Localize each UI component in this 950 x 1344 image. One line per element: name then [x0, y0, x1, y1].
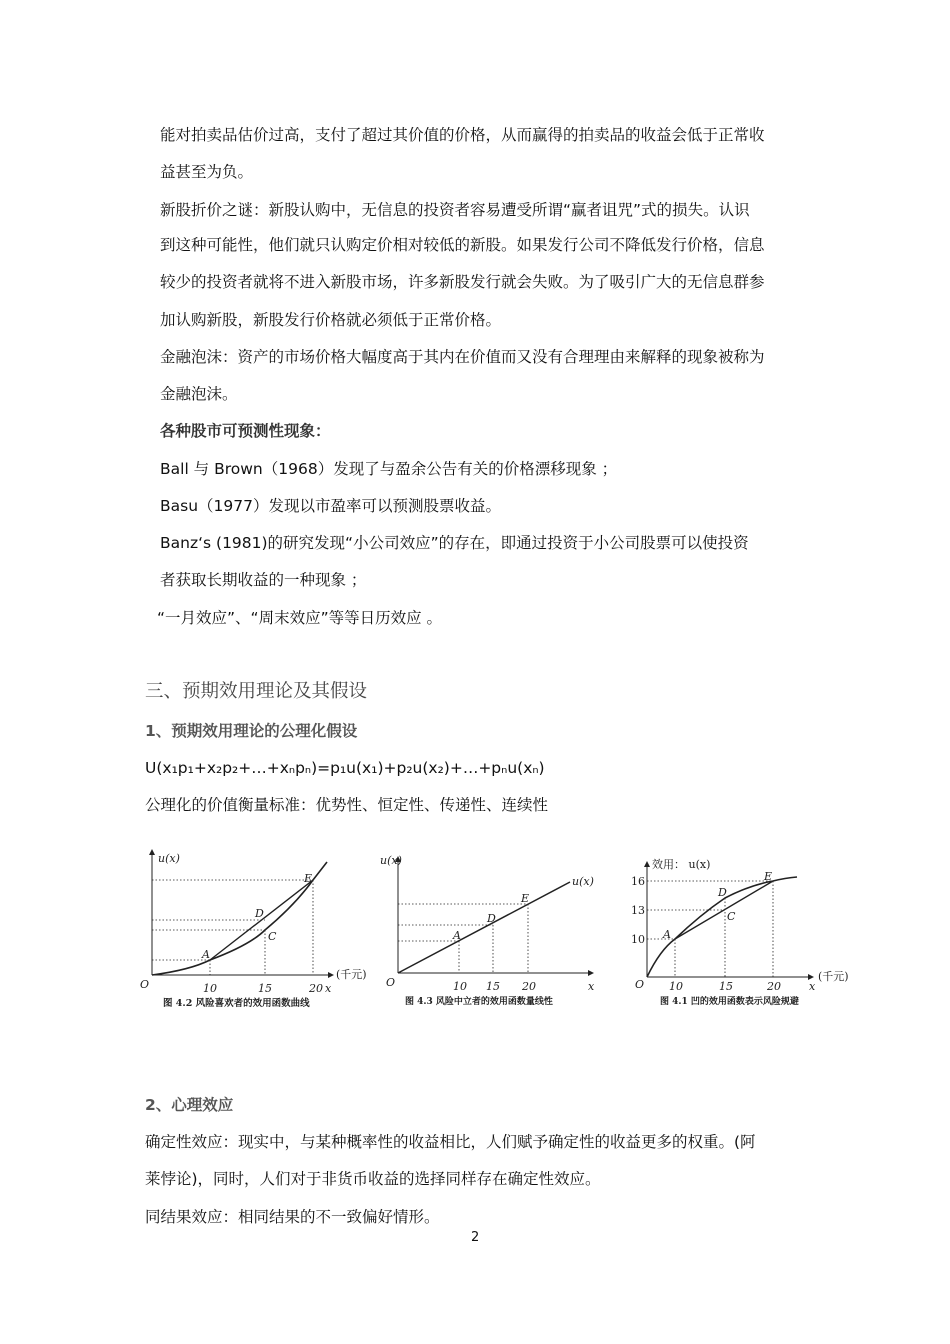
x-unit: (千元): [336, 968, 367, 981]
text-line: 到这种可能性，他们就只认购定价相对较低的新股。如果发行公司不降低发行价格，信息: [160, 236, 765, 254]
text-line: “一月效应”、“周末效应”等等日历效应 。: [157, 609, 443, 627]
figure-risk-neutral: [380, 854, 595, 1007]
figure-caption: 图 4.1 凹的效用函数表示风险规避: [660, 997, 799, 1007]
text-line: 公理化的价值衡量标准：优势性、恒定性、传递性、连续性: [145, 796, 549, 814]
text-line: Basu（1977）发现以市盈率可以预测股票收益。: [160, 497, 501, 515]
subsection-title: 2、心理效应: [145, 1096, 234, 1114]
point-label: D: [487, 912, 496, 925]
x-tick: 15: [258, 982, 272, 995]
origin-label: O: [386, 976, 396, 989]
x-label: x: [809, 980, 816, 993]
text-line: 能对拍卖品估价过高，支付了超过其价值的价格，从而赢得的拍卖品的收益会低于正常收: [160, 126, 765, 144]
x-tick: 20: [309, 982, 323, 995]
text-line: 金融泡沫。: [160, 385, 238, 403]
x-tick: 10: [453, 980, 467, 993]
point-label: A: [202, 948, 210, 961]
utility-line: [398, 882, 570, 973]
text-line: 益甚至为负。: [160, 163, 254, 181]
figure-risk-averse: [631, 857, 849, 1007]
text-line: 较少的投资者就将不进入新股市场，许多新股发行就会失败。为了吸引广大的无信息群参: [160, 273, 765, 291]
text-line: Ball 与 Brown（1968）发现了与盈余公告有关的价格漂移现象 ；: [160, 460, 618, 478]
x-unit: (千元): [818, 970, 849, 983]
curve-label: u(x): [572, 875, 594, 888]
point-label: E: [521, 892, 530, 905]
origin-label: O: [140, 978, 150, 991]
y-tick: 16: [631, 875, 645, 888]
text-line: 同结果效应：相同结果的不一致偏好情形。: [145, 1208, 440, 1226]
x-tick: 10: [669, 980, 683, 993]
origin-label: O: [635, 978, 645, 991]
x-tick: 15: [486, 980, 500, 993]
page-number: 2: [471, 1230, 480, 1245]
text-line: 者获取长期收益的一种现象 ；: [160, 571, 367, 589]
text-line: 新股折价之谜：新股认购中，无信息的投资者容易遭受所谓“赢者诅咒”式的损失。认识: [160, 201, 750, 219]
y-label: 效用： u(x): [652, 858, 711, 871]
x-label: x: [325, 982, 332, 995]
text-line: 加认购新股，新股发行价格就必须低于正常价格。: [160, 311, 502, 329]
x-tick: 20: [522, 980, 536, 993]
x-tick: 10: [203, 982, 217, 995]
point-label: C: [268, 930, 277, 943]
text-line: 确定性效应：现实中，与某种概率性的收益相比，人们赋予确定性的收益更多的权重。(阿: [145, 1133, 756, 1151]
point-label: A: [663, 928, 671, 941]
x-tick: 15: [719, 980, 733, 993]
utility-formula: U(x₁p₁+x₂p₂+…+xₙpₙ)=p₁u(x₁)+p₂u(x₂)+…+pₙu(xₙ): [145, 759, 545, 777]
x-tick: 20: [767, 980, 781, 993]
point-label: D: [255, 907, 264, 920]
section-title: 三、预期效用理论及其假设: [145, 681, 368, 702]
y-tick: 13: [631, 904, 645, 917]
figure-risk-seeking: [140, 850, 367, 1009]
point-label: D: [718, 886, 727, 899]
point-label: C: [727, 910, 736, 923]
figure-caption: 图 4.2 风险喜欢者的效用函数曲线: [163, 998, 310, 1009]
text-line: Banz‘s (1981)的研究发现“小公司效应”的存在，即通过投资于小公司股票可以使投资: [160, 534, 749, 552]
point-label: E: [304, 872, 313, 885]
subsection-title: 1、预期效用理论的公理化假设: [145, 722, 358, 740]
utility-curve: [152, 862, 327, 975]
predictability-heading: 各种股市可预测性现象：: [160, 422, 331, 440]
figure-caption: 图 4.3 风险中立者的效用函数量线性: [405, 997, 553, 1007]
text-line: 莱悖论)，同时，人们对于非货币收益的选择同样存在确定性效应。: [145, 1170, 601, 1188]
guide-lines: [152, 880, 313, 975]
text-line: 金融泡沫：资产的市场价格大幅度高于其内在价值而又没有合理理由来解释的现象被称为: [160, 348, 765, 366]
y-label: u(x): [380, 854, 402, 867]
chord-line: [210, 880, 313, 960]
y-tick: 10: [631, 933, 645, 946]
x-label: x: [588, 980, 595, 993]
point-label: E: [764, 870, 773, 883]
point-label: A: [453, 929, 461, 942]
y-label: u(x): [158, 852, 180, 865]
